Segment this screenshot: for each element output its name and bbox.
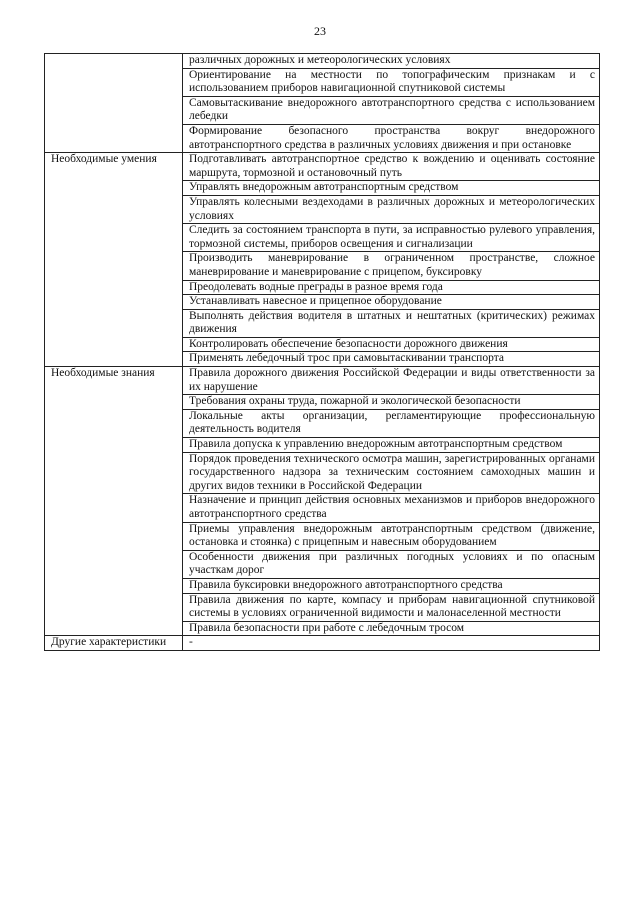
- row-text: Правила дорожного движения Российской Федерации и виды ответственности за их нарушение: [183, 367, 600, 395]
- row-label-knowledge: Необходимые знания: [45, 367, 183, 636]
- row-text: Производить маневрирование в ограниченном пространстве, сложное маневрирование и маневрирование с прицепом, буксировку: [183, 252, 600, 280]
- table-row: [45, 636, 600, 651]
- row-label: [45, 54, 183, 153]
- row-text: Приемы управления внедорожным автотранспортным средством (движение, остановка и стоянка) с прицепным и навесным оборудованием: [183, 522, 600, 550]
- row-text: Самовытаскивание внедорожного автотранспортного средства с использованием лебедки: [183, 96, 600, 124]
- row-text: Выполнять действия водителя в штатных и нештатных (критических) режимах движения: [183, 309, 600, 337]
- row-text: Правила движения по карте, компасу и приборам навигационной спутниковой системы в условиях ограниченной видимости и малонаселенной местности: [183, 593, 600, 621]
- row-label-other: Другие характеристики: [45, 636, 183, 651]
- row-label-skills: Необходимые умения: [45, 153, 183, 367]
- row-text: Требования охраны труда, пожарной и экологической безопасности: [183, 395, 600, 410]
- row-text: Правила безопасности при работе с лебедочным тросом: [183, 621, 600, 636]
- row-text: Порядок проведения технического осмотра машин, зарегистрированных органами государственного надзора за техническим состоянием самоходных машин и других видов техники в Российской Федерации: [183, 452, 600, 494]
- table-row: [45, 367, 600, 395]
- row-text: Формирование безопасного пространства вокруг внедорожного автотранспортного средства в различных условиях движения и при остановке: [183, 124, 600, 152]
- row-text: Применять лебедочный трос при самовытаскивании транспорта: [183, 352, 600, 367]
- table-row: [45, 54, 600, 69]
- table-row: [45, 153, 600, 181]
- row-text: Особенности движения при различных погодных условиях и по опасным участкам дорог: [183, 550, 600, 578]
- row-text: Управлять колесными вездеходами в различных дорожных и метеорологических условиях: [183, 195, 600, 223]
- row-text: Правила буксировки внедорожного автотранспортного средства: [183, 578, 600, 593]
- row-text: Управлять внедорожным автотранспортным средством: [183, 181, 600, 196]
- row-text: Правила допуска к управлению внедорожным автотранспортным средством: [183, 438, 600, 453]
- row-text: Следить за состоянием транспорта в пути, за исправностью рулевого управления, тормозной системы, приборов освещения и сигнализации: [183, 224, 600, 252]
- row-text: различных дорожных и метеорологических условиях: [183, 54, 600, 69]
- row-text: Преодолевать водные преграды в разное время года: [183, 280, 600, 295]
- row-text: Ориентирование на местности по топографическим признакам и с использованием приборов навигационной спутниковой системы: [183, 68, 600, 96]
- row-text: Локальные акты организации, регламентирующие профессиональную деятельность водителя: [183, 409, 600, 437]
- page-number: 23: [314, 24, 326, 38]
- row-text: Устанавливать навесное и прицепное оборудование: [183, 295, 600, 310]
- row-text: Назначение и принцип действия основных механизмов и приборов внедорожного автотранспортного средства: [183, 494, 600, 522]
- row-text: Подготавливать автотранспортное средство к вождению и оценивать состояние маршрута, тормозной и остановочный путь: [183, 153, 600, 181]
- row-text: -: [183, 636, 600, 651]
- requirements-table: [44, 53, 600, 651]
- row-text: Контролировать обеспечение безопасности дорожного движения: [183, 337, 600, 352]
